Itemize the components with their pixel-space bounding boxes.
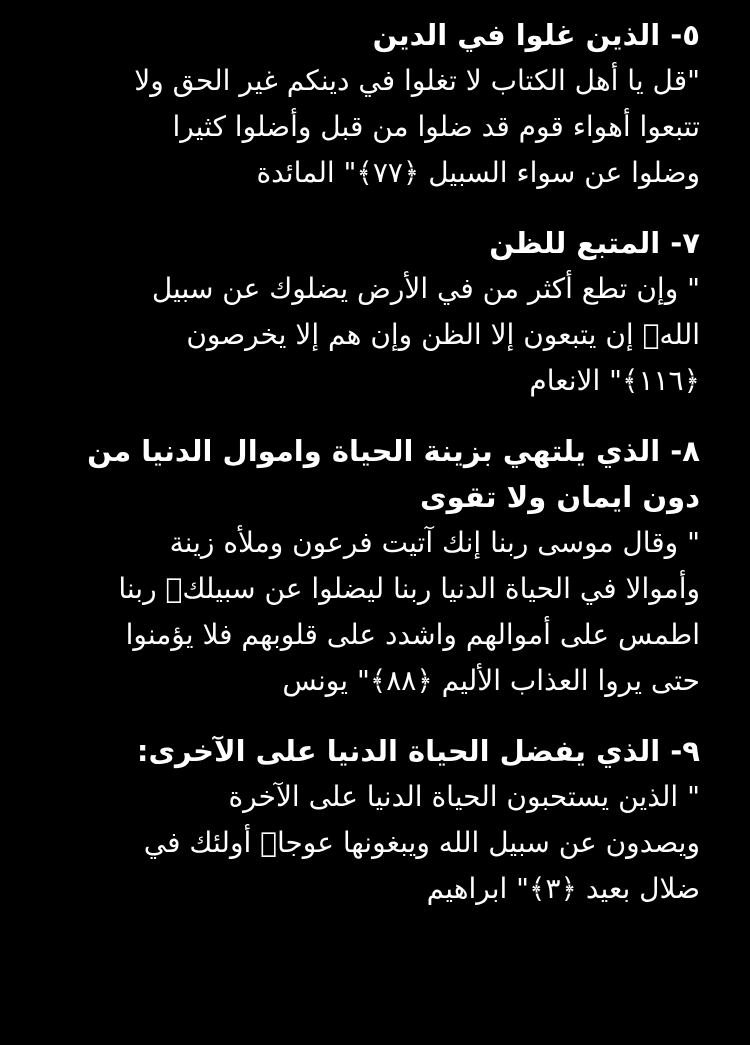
verse-line: " الذين يستحبون الحياة الدنيا على الآخرة bbox=[228, 780, 700, 813]
verse-line: اللهۚ إن يتبعون إلا الظن وإن هم إلا يخرصون bbox=[186, 318, 700, 351]
verse-line: حتى يروا العذاب الأليم ﴿٨٨﴾" يونس bbox=[282, 664, 700, 697]
verse-line: "قل يا أهل الكتاب لا تغلوا في دينكم غير الحق ولا bbox=[134, 64, 700, 97]
verse-line: " وقال موسى ربنا إنك آتيت فرعون وملأه زينة bbox=[169, 526, 700, 559]
verse-line: ويصدون عن سبيل الله ويبغونها عوجاۚ أولئك في bbox=[143, 826, 700, 859]
verse-line: وضلوا عن سواء السبيل ﴿٧٧﴾" المائدة bbox=[256, 156, 700, 189]
section-heading: ٩- الذي يفضل الحياة الدنيا على الآخرى: bbox=[136, 734, 700, 768]
section-heading: ٨- الذي يلتهي بزينة الحياة واموال الدنيا من bbox=[87, 434, 700, 468]
section-9 bbox=[40, 728, 700, 912]
section-8 bbox=[40, 428, 700, 704]
section-heading: ٧- المتبع للظن bbox=[489, 226, 700, 260]
verse-line: اطمس على أموالهم واشدد على قلوبهم فلا يؤمنوا bbox=[125, 618, 700, 651]
verse-line: " وإن تطع أكثر من في الأرض يضلوك عن سبيل bbox=[151, 272, 700, 305]
section-heading-continued: دون ايمان ولا تقوى bbox=[419, 480, 700, 514]
verse-line: تتبعوا أهواء قوم قد ضلوا من قبل وأضلوا كثيرا bbox=[172, 110, 700, 143]
verse-line: وأموالا في الحياة الدنيا ربنا ليضلوا عن سبيلكۖ ربنا bbox=[118, 572, 700, 605]
verse-line: ضلال بعيد ﴿٣﴾" ابراهيم bbox=[426, 872, 700, 905]
section-heading: ٥- الذين غلوا في الدين bbox=[372, 18, 700, 52]
verse-line: ﴿١١٦﴾" الانعام bbox=[529, 364, 700, 397]
section-5 bbox=[40, 12, 700, 196]
section-7 bbox=[40, 220, 700, 404]
